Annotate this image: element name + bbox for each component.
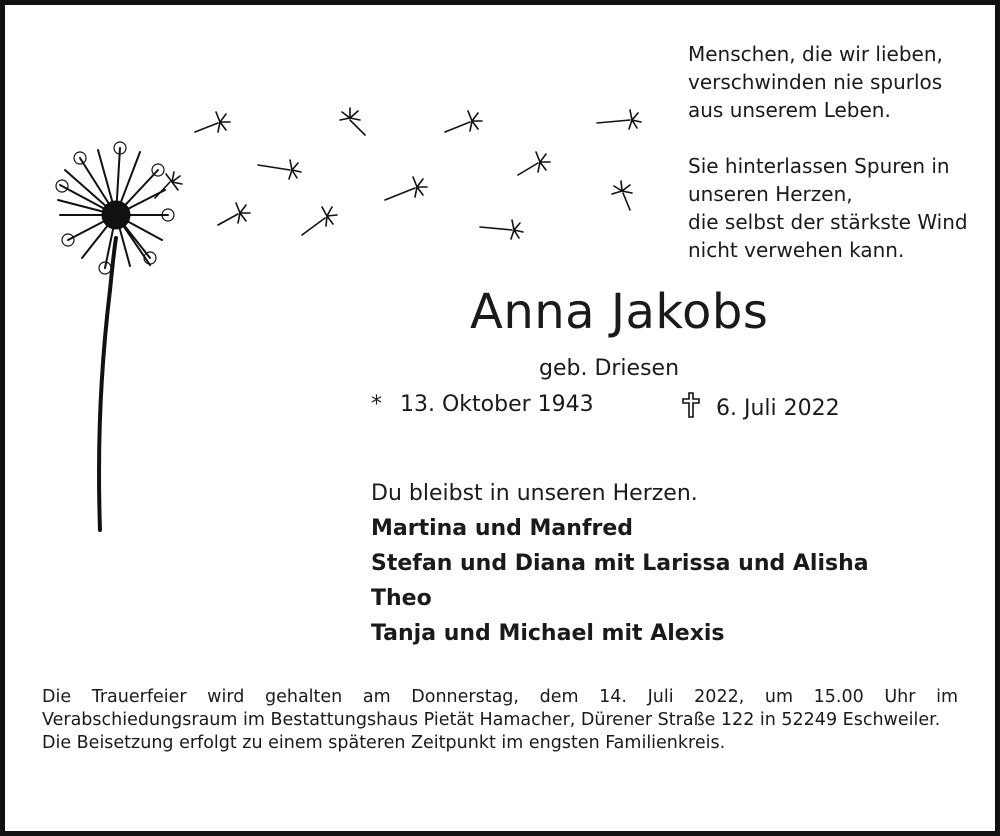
deceased-name: Anna Jakobs bbox=[470, 284, 769, 340]
poem-line: nicht verwehen kann. bbox=[688, 238, 905, 262]
funeral-notice bbox=[42, 686, 958, 755]
burial-info: Die Beisetzung erfolgt zu einem späteren Zeitpunkt im engsten Familienkreis. bbox=[42, 733, 726, 753]
poem-line: unseren Herzen, bbox=[688, 182, 853, 206]
death-date-line bbox=[680, 392, 840, 421]
memorial-poem bbox=[688, 40, 988, 264]
cross-icon bbox=[680, 392, 702, 418]
poem-stanza-gap bbox=[688, 124, 988, 152]
poem-line: Sie hinterlassen Spuren in bbox=[688, 154, 950, 178]
birth-symbol: * bbox=[371, 392, 382, 417]
family-member: Martina und Manfred bbox=[371, 516, 634, 541]
maiden-name: geb. Driesen bbox=[539, 356, 680, 381]
poem-line: die selbst der stärkste Wind bbox=[688, 210, 968, 234]
poem-line: Menschen, die wir lieben, bbox=[688, 42, 943, 66]
family-intro: Du bleibst in unseren Herzen. bbox=[371, 481, 698, 506]
family-member: Theo bbox=[371, 586, 432, 611]
poem-line: verschwinden nie spurlos bbox=[688, 70, 943, 94]
birth-date-line bbox=[371, 392, 594, 417]
family-member: Stefan und Diana mit Larissa und Alisha bbox=[371, 551, 869, 576]
family-member: Tanja und Michael mit Alexis bbox=[371, 621, 725, 646]
family-block bbox=[371, 476, 869, 651]
poem-line: aus unserem Leben. bbox=[688, 98, 891, 122]
birth-date: 13. Oktober 1943 bbox=[400, 392, 594, 417]
death-date: 6. Juli 2022 bbox=[716, 396, 840, 421]
ceremony-info: Die Trauerfeier wird gehalten am Donnerstag, dem 14. Juli 2022, um 15.00 Uhr im Verabschiedungsraum im Bestattungshaus Pietät Hamacher, Dürener Straße 122 in 52249 Eschweiler. bbox=[42, 687, 958, 730]
